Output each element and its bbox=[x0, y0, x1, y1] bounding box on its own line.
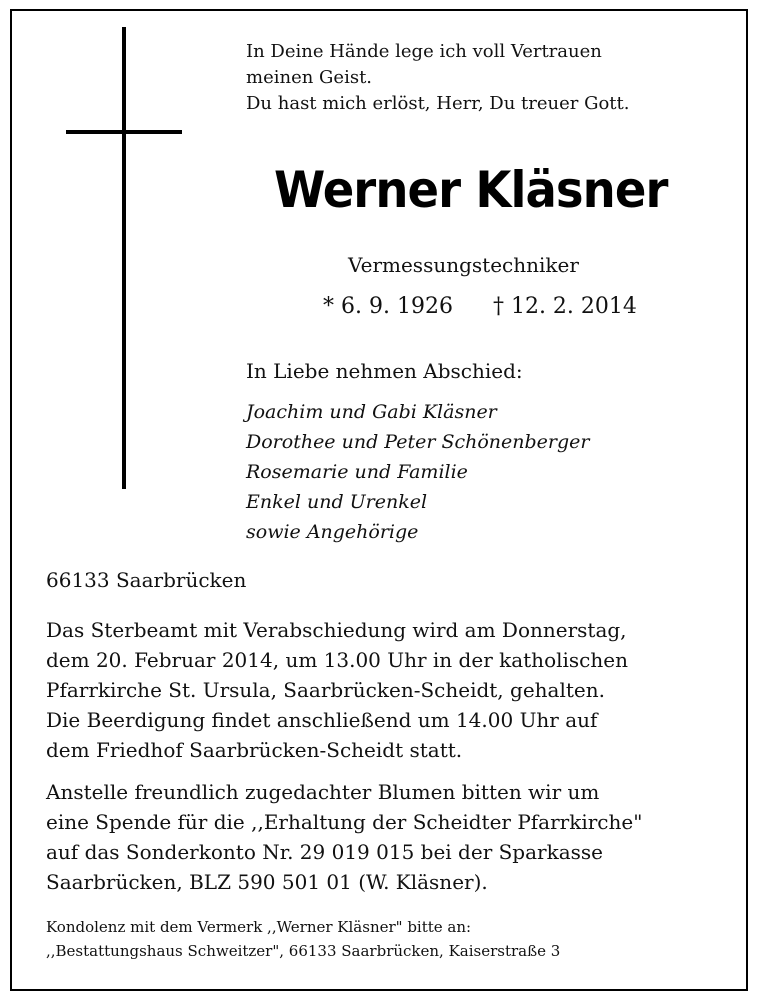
verse-line: meinen Geist. bbox=[246, 67, 373, 88]
donation-line: eine Spende für die ,,Erhaltung der Scheidter Pfarrkirche" bbox=[46, 810, 643, 834]
cross-icon bbox=[122, 27, 126, 489]
location: 66133 Saarbrücken bbox=[46, 568, 247, 592]
mourner-entry: Dorothee und Peter Schönenberger bbox=[246, 431, 590, 453]
condolence-line: Kondolenz mit dem Vermerk ,,Werner Kläsner" bitte an: bbox=[46, 918, 472, 936]
condolence-info bbox=[46, 915, 560, 963]
death-date: † 12. 2. 2014 bbox=[492, 294, 637, 319]
verse-line: Du hast mich erlöst, Herr, Du treuer Gott. bbox=[246, 93, 630, 114]
cross-icon-bar bbox=[66, 130, 182, 134]
service-line: dem 20. Februar 2014, um 13.00 Uhr in der katholischen bbox=[46, 648, 628, 672]
mourner-entry: Enkel und Urenkel bbox=[246, 491, 428, 513]
service-line: Das Sterbeamt mit Verabschiedung wird am Donnerstag, bbox=[46, 618, 627, 642]
deceased-profession: Vermessungstechniker bbox=[348, 253, 579, 277]
service-line: Pfarrkirche St. Ursula, Saarbrücken-Scheidt, gehalten. bbox=[46, 678, 605, 702]
service-info bbox=[46, 615, 726, 765]
deceased-name: Werner Kläsner bbox=[274, 161, 668, 219]
birth-date: * 6. 9. 1926 bbox=[323, 294, 453, 319]
mourners-list bbox=[246, 397, 589, 547]
donation-info bbox=[46, 777, 726, 897]
mourner-entry: Joachim und Gabi Kläsner bbox=[246, 401, 497, 423]
verse-line: In Deine Hände lege ich voll Vertrauen bbox=[246, 41, 602, 62]
life-dates bbox=[323, 294, 637, 319]
mourner-entry: Rosemarie und Familie bbox=[246, 461, 468, 483]
donation-line: Anstelle freundlich zugedachter Blumen bitten wir um bbox=[46, 780, 600, 804]
donation-line: auf das Sonderkonto Nr. 29 019 015 bei der Sparkasse bbox=[46, 840, 604, 864]
service-line: dem Friedhof Saarbrücken-Scheidt statt. bbox=[46, 738, 463, 762]
obituary-notice bbox=[10, 9, 748, 991]
donation-line: Saarbrücken, BLZ 590 501 01 (W. Kläsner). bbox=[46, 870, 488, 894]
farewell-heading: In Liebe nehmen Abschied: bbox=[246, 359, 523, 383]
service-line: Die Beerdigung findet anschließend um 14.00 Uhr auf bbox=[46, 708, 598, 732]
condolence-line: ,,Bestattungshaus Schweitzer", 66133 Saarbrücken, Kaiserstraße 3 bbox=[46, 942, 561, 960]
bible-verse bbox=[246, 39, 629, 117]
mourner-entry: sowie Angehörige bbox=[246, 521, 419, 543]
